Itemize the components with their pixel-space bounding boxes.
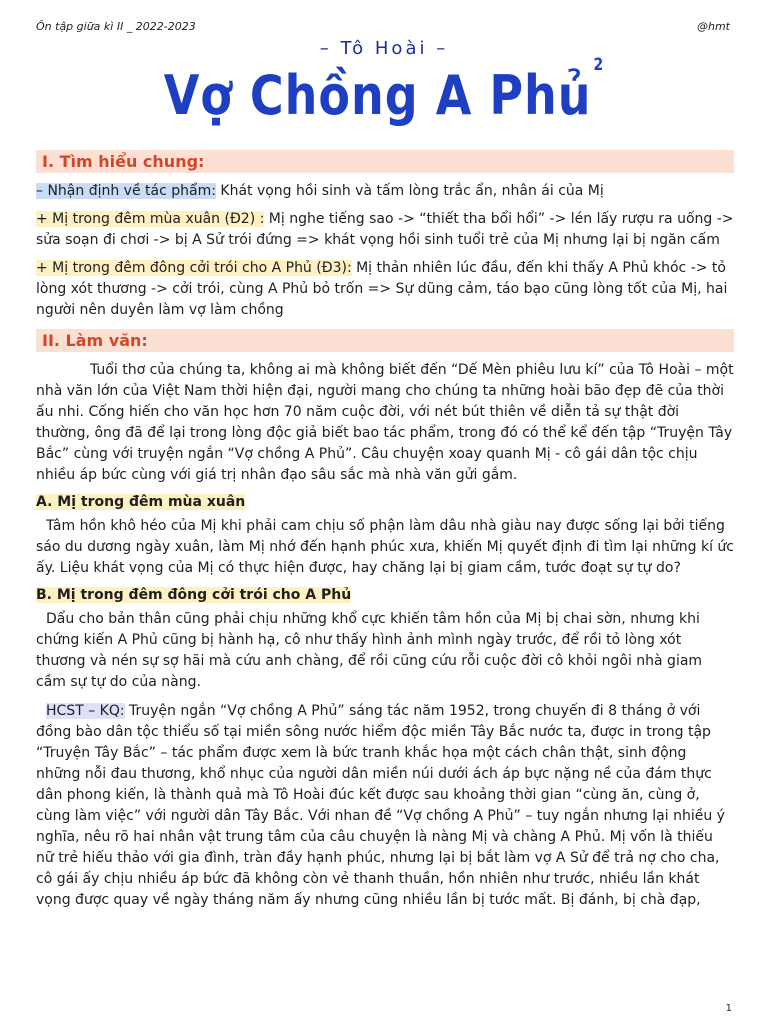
paragraph-context: [36, 701, 734, 911]
header-author-tag: @hmt: [697, 20, 730, 33]
paragraph-winter-night: [36, 258, 734, 321]
subheading-winter-text: B. Mị trong đêm đông cởi trói cho A Phủ: [36, 587, 352, 603]
title-superscript: 2: [593, 56, 605, 75]
assessment-text: Khát vọng hồi sinh và tấm lòng trắc ẩn, nhân ái của Mị: [215, 183, 604, 199]
assessment-label: – Nhận định về tác phẩm:: [36, 183, 216, 199]
winter-night-text: Mị thản nhiên lúc đầu, đến khi thấy A Phủ khóc -> tỏ lòng xót thương -> cởi trói, cùng A Phủ bỏ trốn => Sự dũng cảm, táo bạo cũng lòng tốt của Mị, hai người nên duyên làm vợ làm chồng: [36, 260, 728, 318]
page-number: 1: [725, 1003, 732, 1014]
section-heading-essay: II. Làm văn:: [36, 329, 734, 352]
section-heading-general: I. Tìm hiểu chung:: [36, 150, 734, 173]
subheading-spring: [36, 494, 734, 510]
spring-night-text: Mị nghe tiếng sao -> “thiết tha bổi hổi” -> lén lấy rượu ra uống -> sửa soạn đi chơi -> bị A Sử trói đứng => khát vọng hồi sinh tuổi trẻ của Mị nhưng lại bị ngăn cấm: [36, 211, 734, 248]
subheading-spring-text: A. Mị trong đêm mùa xuân: [36, 494, 246, 510]
context-label: HCST – KQ:: [46, 703, 125, 719]
paragraph-intro: Tuổi thơ của chúng ta, không ai mà không biết đến “Dế Mèn phiêu lưu kí” của Tô Hoài – một nhà văn lớn của Việt Nam thời hiện đại, người mang cho chúng ta những hoài bão đẹp đẽ của thời ấu nhi. Cống hiến cho văn học hơn 70 năm cuộc đời, với nét bút thiên về diễn tả sự thật đời thường, ông đã để lại trong lòng độc giả biết bao tác phẩm, trong đó có thể kể đến tập “Truyện Tây Bắc” cùng với truyện ngắn “Vợ chồng A Phủ”. Câu chuyện xoay quanh Mị - cô gái dân tộc chịu nhiều áp bức cùng với giá trị nhân đạo sâu sắc mà nhà văn gửi gắm.: [36, 362, 734, 483]
page-title: [0, 56, 768, 127]
paragraph-winter: Dẩu cho bản thân cũng phải chịu những khổ cực khiến tâm hồn của Mị bị chai sờn, nhưng khi chứng kiến A Phủ cũng bị hành hạ, cô như thấy hình ảnh mình ngày trước, để rồi tỏ lòng xót thương và nén sự sợ hãi mà cứu anh chàng, để rồi cũng cứu rỗi cuộc đời cô khỏi ngôi nhà giam cầm sự tự do của nàng.: [36, 611, 703, 690]
winter-night-label: + Mị trong đêm đông cởi trói cho A Phủ (Đ3):: [36, 260, 352, 276]
title-text: Vợ Chồng A Phủ: [163, 63, 592, 127]
header-course-label: Ôn tập giữa kì II _ 2022-2023: [36, 20, 196, 33]
author-name: – Tô Hoài –: [319, 38, 449, 59]
document-body: [36, 150, 734, 918]
spring-night-label: + Mị trong đêm mùa xuân (Đ2) :: [36, 211, 265, 227]
paragraph-spring: Tâm hồn khô héo của Mị khi phải cam chịu số phận làm dâu nhà giàu nay được sống lại bởi tiếng sáo du dương ngày xuân, làm Mị nhớ đến hạnh phúc xưa, khiến Mị quyết định đi tìm lại những kí ức ấy. Liệu khát vọng của Mị có thực hiện được, hay chăng lại bị giam cầm, tước đoạt sự tự do?: [36, 518, 734, 576]
paragraph-assessment: [36, 181, 734, 202]
subheading-winter: [36, 587, 734, 603]
paragraph-spring-night: [36, 209, 734, 251]
context-text: Truyện ngắn “Vợ chồng A Phủ” sáng tác năm 1952, trong chuyến đi 8 tháng ở với đồng bào dân tộc thiểu số tại miền sông nước hiểm độc miền Tây Bắc nước ta, được in trong tập “Truyện Tây Bắc” – tác phẩm được xem là bức tranh khắc họa một cách chân thật, sinh động những nỗi đau thương, khổ nhục của người dân miền núi dưới ách áp bực nặng nề của đám thực dân phong kiến, là thành quả mà Tô Hoài đúc kết được sau khoảng thời gian “cùng ăn, cùng ở, cùng làm việc” với người dân Tây Bắc. Với nhan đề “Vợ chồng A Phủ” – tuy ngắn nhưng lại nhiều ý nghĩa, nêu rõ hai nhân vật trung tâm của câu chuyện là nàng Mị và chàng A Phủ. Mị vốn là thiếu nữ trẻ hiếu thảo với gia đình, tràn đầy hạnh phúc, nhưng lại bị bắt làm vợ A Sử để trả nợ cho cha, cô gái ấy chịu nhiều áp bức đã không còn vẻ thanh thuần, hồn nhiên như trước, nhiều lần khát vọng được quay về ngày tháng năm ấy nhưng cũng nhiều lần bị tước mất. Bị đánh, bị chà đạp,: [36, 703, 725, 908]
